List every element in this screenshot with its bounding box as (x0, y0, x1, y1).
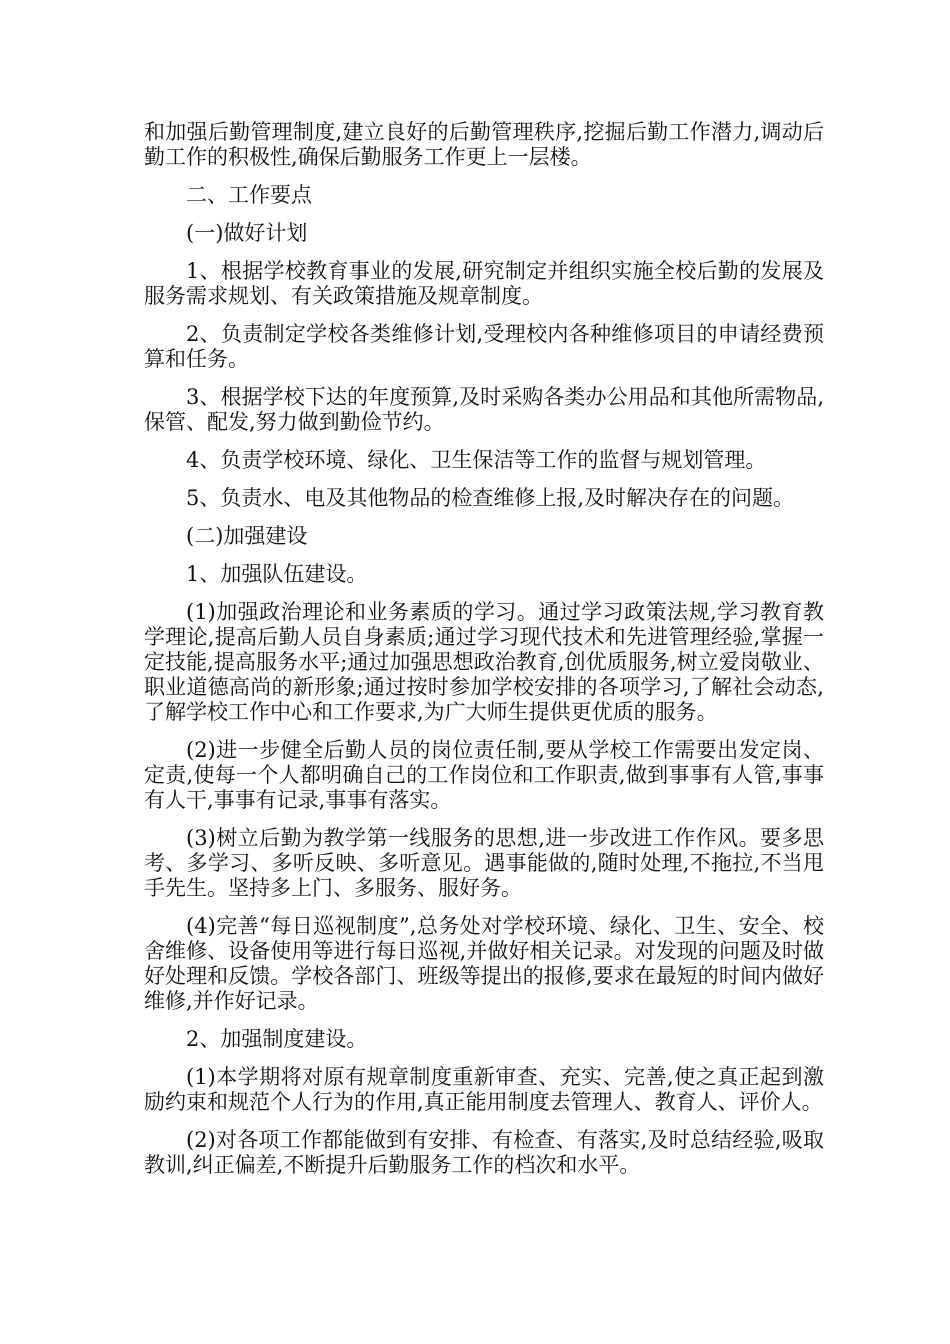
paragraph: (2)进一步健全后勤人员的岗位责任制,要从学校工作需要出发定岗、定责,使每一个人都明确自己的工作岗位和工作职责,做到事事有人管,事事有人干,事事有记录,事事有落实。 (144, 738, 824, 812)
paragraph: (4)完善“每日巡视制度”,总务处对学校环境、绿化、卫生、安全、校舍维修、设备使用等进行每日巡视,并做好相关记录。对发现的问题及时做好处理和反馈。学校各部门、班级等提出的报修,要求在最短的时间内做好维修,并作好记录。 (144, 914, 824, 1013)
paragraph: 5、负责水、电及其他物品的检查维修上报,及时解决存在的问题。 (186, 486, 795, 510)
paragraph: 3、根据学校下达的年度预算,及时采购各类办公用品和其他所需物品,保管、配发,努力做到勤俭节约。 (144, 385, 824, 434)
paragraph: (1)本学期将对原有规章制度重新审查、充实、完善,使之真正起到激励约束和规范个人行为的作用,真正能用制度去管理人、教育人、评价人。 (144, 1065, 824, 1114)
paragraph: 2、负责制定学校各类维修计划,受理校内各种维修项目的申请经费预算和任务。 (144, 322, 824, 371)
paragraph: 和加强后勤管理制度,建立良好的后勤管理秩序,挖掘后勤工作潜力,调动后勤工作的积极性,确保后勤服务工作更上一层楼。 (144, 120, 824, 169)
subsection-heading: (一)做好计划 (186, 221, 308, 245)
paragraph: 1、加强队伍建设。 (186, 562, 368, 586)
subsection-heading: (二)加强建设 (186, 524, 308, 548)
paragraph: 1、根据学校教育事业的发展,研究制定并组织实施全校后勤的发展及服务需求规划、有关政策措施及规章制度。 (144, 259, 824, 308)
paragraph: (1)加强政治理论和业务素质的学习。通过学习政策法规,学习教育教学理论,提高后勤人员自身素质;通过学习现代技术和先进管理经验,掌握一定技能,提高服务水平;通过加强思想政治教育,创优质服务,树立爱岗敬业、职业道德高尚的新形象;通过按时参加学校安排的各项学习,了解社会动态,了解学校工作中心和工作要求,为广大师生提供更优质的服务。 (144, 600, 824, 724)
paragraph: (2)对各项工作都能做到有安排、有检查、有落实,及时总结经验,吸取教训,纠正偏差,不断提升后勤服务工作的档次和水平。 (144, 1128, 824, 1177)
document-body (144, 120, 824, 1191)
section-heading: 二、工作要点 (186, 183, 312, 207)
paragraph: (3)树立后勤为教学第一线服务的思想,进一步改进工作作风。要多思考、多学习、多听反映、多听意见。遇事能做的,随时处理,不拖拉,不当甩手先生。坚持多上门、多服务、服好务。 (144, 826, 824, 900)
paragraph: 2、加强制度建设。 (186, 1027, 368, 1051)
paragraph: 4、负责学校环境、绿化、卫生保洁等工作的监督与规划管理。 (186, 448, 767, 472)
